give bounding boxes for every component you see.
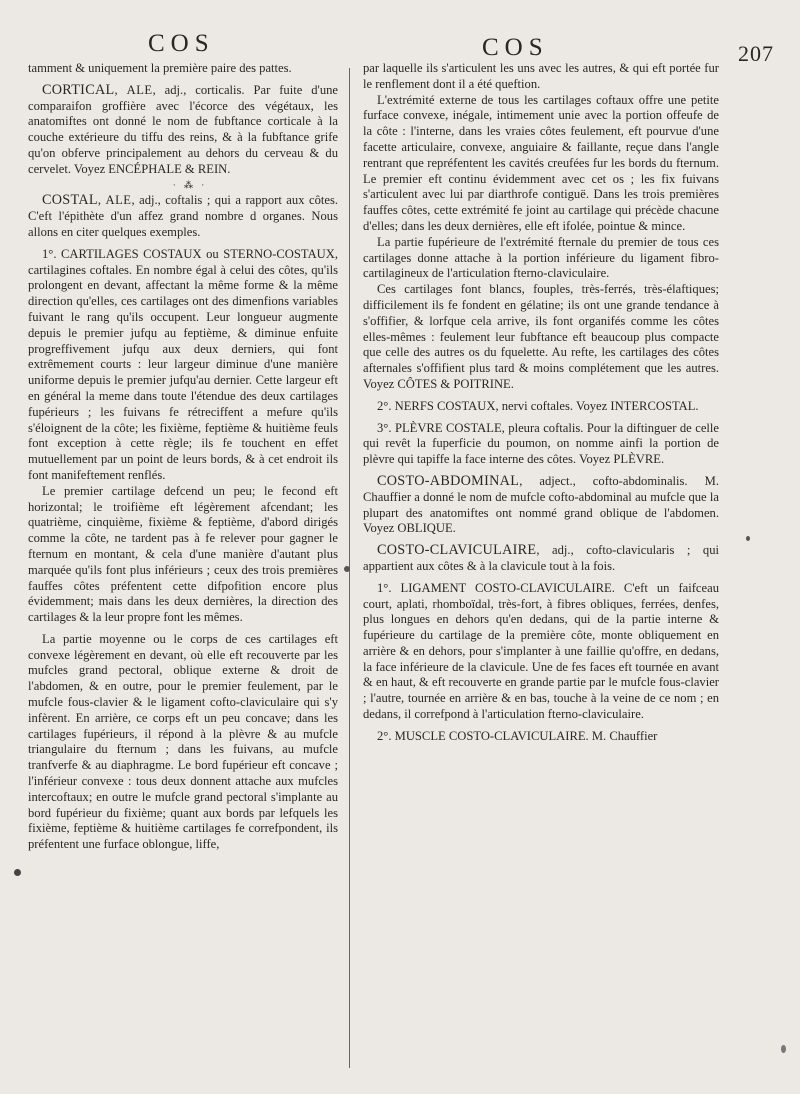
running-head-left: COS: [148, 30, 215, 57]
entry-costo-claviculaire: [363, 543, 719, 575]
running-head-right: COS: [482, 34, 549, 61]
page-number: 207: [738, 41, 774, 66]
ink-spot: [344, 566, 350, 572]
entry-costal: COSTAL, ALE, adj., coftalis ; qui a rapport aux côtes. C'eft l'épithète d'un affez grand nombre d organes. Nous allons en citer quelques exemples.: [28, 192, 339, 239]
paragraph: La partie fupérieure de l'extrémité fternale du premier de tous ces cartilages donne attache à la portion inférieure du ligament fibro-cartilagineux de l'articulation fterno-claviculaire.: [363, 234, 719, 281]
entry-suffix: ALE: [126, 82, 153, 97]
paragraph: Ces cartilages font blancs, fouples, très-ferrés, très-élaftiques; difficilement ils fe fondent en gélatine; ils ont une grande tendance à s'offifier, & lorfque cela arrive, ils font organifés comme les côtes elles-mêmes : feulement leur fubftance eft beaucoup plus compacte que celle des autres os du fquelette. Au refte, les cartilages des côtes afternales s'offifient plus tard & moins complétement que les autres. Voyez CÔTES & POITRINE.: [363, 282, 719, 391]
entry-lemma: COSTO-ABDOMINAL: [377, 472, 520, 489]
left-column: [28, 61, 338, 853]
paragraph: 1°. LIGAMENT COSTO-CLAVICULAIRE. C'eft un faifceau court, aplati, rhomboïdal, très-fort, à fibres obliques, ferrées, denfes, plus longues en dehors qu'en dedans, qui de la partie interne & fupérieure du cartilage de la première côte, monte obliquement en arrière & en dehors, pour s'implanter à une faillie qu'offre, en dedans, la face inférieure de la clavicule. Une de fes faces eft tournée en avant & en haut, & eft recouverte en grande partie par le mufcle fous-clavier ; l'autre, tournée en arrière & en bas, touche à la veine de ce nom ; en dedans, il correfpond à l'articulation fterno-claviculaire.: [363, 580, 719, 722]
paragraph: 2°. MUSCLE COSTO-CLAVICULAIRE. M. Chauffier: [377, 728, 658, 743]
paragraph: La partie moyenne ou le corps de ces cartilages eft convexe légèrement en devant, où elle eft recouverte par les mufcles grand pectoral, oblique externe & droit de l'abdomen, & en outre, pour le premier feulement, par le mufcle fous-clavier & le ligament cofto-claviculaire qui s'y infèrent. En arrière, ce corps eft un peu concave; dans les cartilages fupérieurs, il répond à la plèvre & au mufcle triangulaire du fternum ; dans les fuivans, au mufcle tranfverfe & au diaphragme. Le bord fupérieur eft concave ; l'inférieur convexe : tous deux donnent attache aux mufcles intercoftaux; en outre le mufcle grand pectoral s'implante au bord fupérieur du fixième; quant aux bords par lefquels les fixième, feptième & huitième cartilages fe correfpondent, ils préfentent une furface oblongue, liffe,: [28, 631, 338, 852]
paragraph: 1°. CARTILAGES COSTAUX ou STERNO-COSTAUX, cartilagines coftales. En nombre égal à celui des côtes, qu'ils prolongent en devant, affectant la même forme & la même direction qu'elles, ces cartilages ont des dimenfions variables fuivant le rang qu'ils occupent. Leur longueur augmente depuis le premier jufqu au feptième, & diminue enfuite progreffivement jufqu aux deux derniers, qui font extrêmement courts : leur largeur diminue d'une manière uniforme depuis le premier jufqu'au dernier. Cette largeur eft en général la meme dans toute l'étendue des deux cartilages fupérieurs ; les fuivans fe rétreciffent a mefure qu'ils s'éloignent de la côte; les fixième, feptième & huitième feuls font exception à cette règle; ils fe touchent en effet mutuellement par un point de leurs bords, & à cet endroit ils font manifeftement renflés.: [28, 246, 338, 482]
ink-spot: [14, 869, 21, 876]
right-column: [363, 61, 719, 745]
entry-suffix: ALE: [105, 193, 132, 208]
ink-spot: [746, 536, 750, 541]
paragraph: tamment & uniquement la première paire des pattes.: [28, 61, 292, 75]
paragraph: Le premier cartilage defcend un peu; le fecond eft horizontal; le troifième eft légèrement afcendant; les quatrième, cinquième, fixième & feptième, d'abord dirigés comme la côte, ne tardent pas à fe relever pour gagner le fternum en montant, & cela d'une manière d'autant plus marquée qu'ils font plus inférieurs ; ceux des trois premières fauffes côtes préfentent cette difpofition encore plus évidemment; mais dans les deux dernières, la direction des cartilages & la leur propre font les mêmes.: [28, 483, 338, 625]
paragraph: L'extrémité externe de tous les cartilages coftaux offre une petite furface convexe, inégale, intimement unie avec la portion offeufe de la côte : l'interne, dans les vraies côtes feulement, eft pourvue d'une facette articulaire, convexe, anguiaire & faillante, reçue dans l'angle rentrant que repréfentent les cavités creufées fur les bords du fternum. Le premier eft continu évidemment avec cet os ; les fix fuivans s'articulent avec lui par diarthrofe contiguë. Dans les trois premières fauffes côtes, cette extrémité fe joint au cartilage qui précède chacune d'elles; dans les deux dernières, elle eft ifolée, pointue & mince.: [363, 92, 719, 233]
entry-body: , adj., corticalis. Par fuite d'une comparaifon groffière avec l'écorce des végétaux, les anatomiftes ont donné le nom de fubftance corticale à la couche extérieure du tiffu des reins, & à la fubftance grife qu'on obferve principalement au dehors du cerveau & du cervelet. Voyez ENCÉPHALE & REIN.: [28, 82, 339, 176]
ink-spot: [781, 1045, 786, 1053]
paragraph: 3°. PLÈVRE COSTALE, pleura coftalis. Pour la diftinguer de celle qui revêt la fuperficie du poumon, on nomme ainfi la portion de plèvre qui tapiffe la face interne des côtes. Voyez PLÈVRE.: [363, 420, 719, 467]
entry-cortical: CORTICAL, ALE, adj., corticalis. Par fuite d'une comparaifon groffière avec l'écorce des végétaux, les anatomiftes ont donné le nom de fubftance corticale à la couche extérieure du tiffu des reins, & à la fubftance grife qu'on obferve principalement au dehors du cerveau & du cervelet. Voyez ENCÉPHALE & REIN.: [28, 81, 339, 176]
running-head: [0, 14, 800, 66]
ornament: · ⁂ ·: [172, 179, 208, 190]
entry-costo-abdominal: [363, 474, 719, 537]
entry-body: , adj., cofto-clavicularis ; qui appartient aux côtes & à la clavicule tout à la fois.: [363, 543, 719, 573]
entry-body: , adject., cofto-abdominalis. M. Chauffier a donné le nom de mufcle cofto-abdominal au mufcle que la plupart des anatomiftes ont nommé grand oblique de l'abdomen. Voyez OBLIQUE.: [363, 473, 719, 536]
paragraph: par laquelle ils s'articulent les uns avec les autres, & qui eft portée fur le renflement dont il a été queftion.: [363, 61, 719, 91]
paragraph: 2°. NERFS COSTAUX, nervi coftales. Voyez INTERCOSTAL.: [377, 398, 699, 413]
entry-lemma: COSTO-CLAVICULAIRE: [377, 542, 537, 559]
entry-lemma: COSTAL: [42, 192, 98, 209]
entry-lemma: CORTICAL: [42, 81, 115, 98]
entry-body: , adj., coftalis ; qui a rapport aux côtes. C'eft l'épithète d'un affez grand nombre d organes. Nous allons en citer quelques exemples.: [28, 193, 339, 239]
